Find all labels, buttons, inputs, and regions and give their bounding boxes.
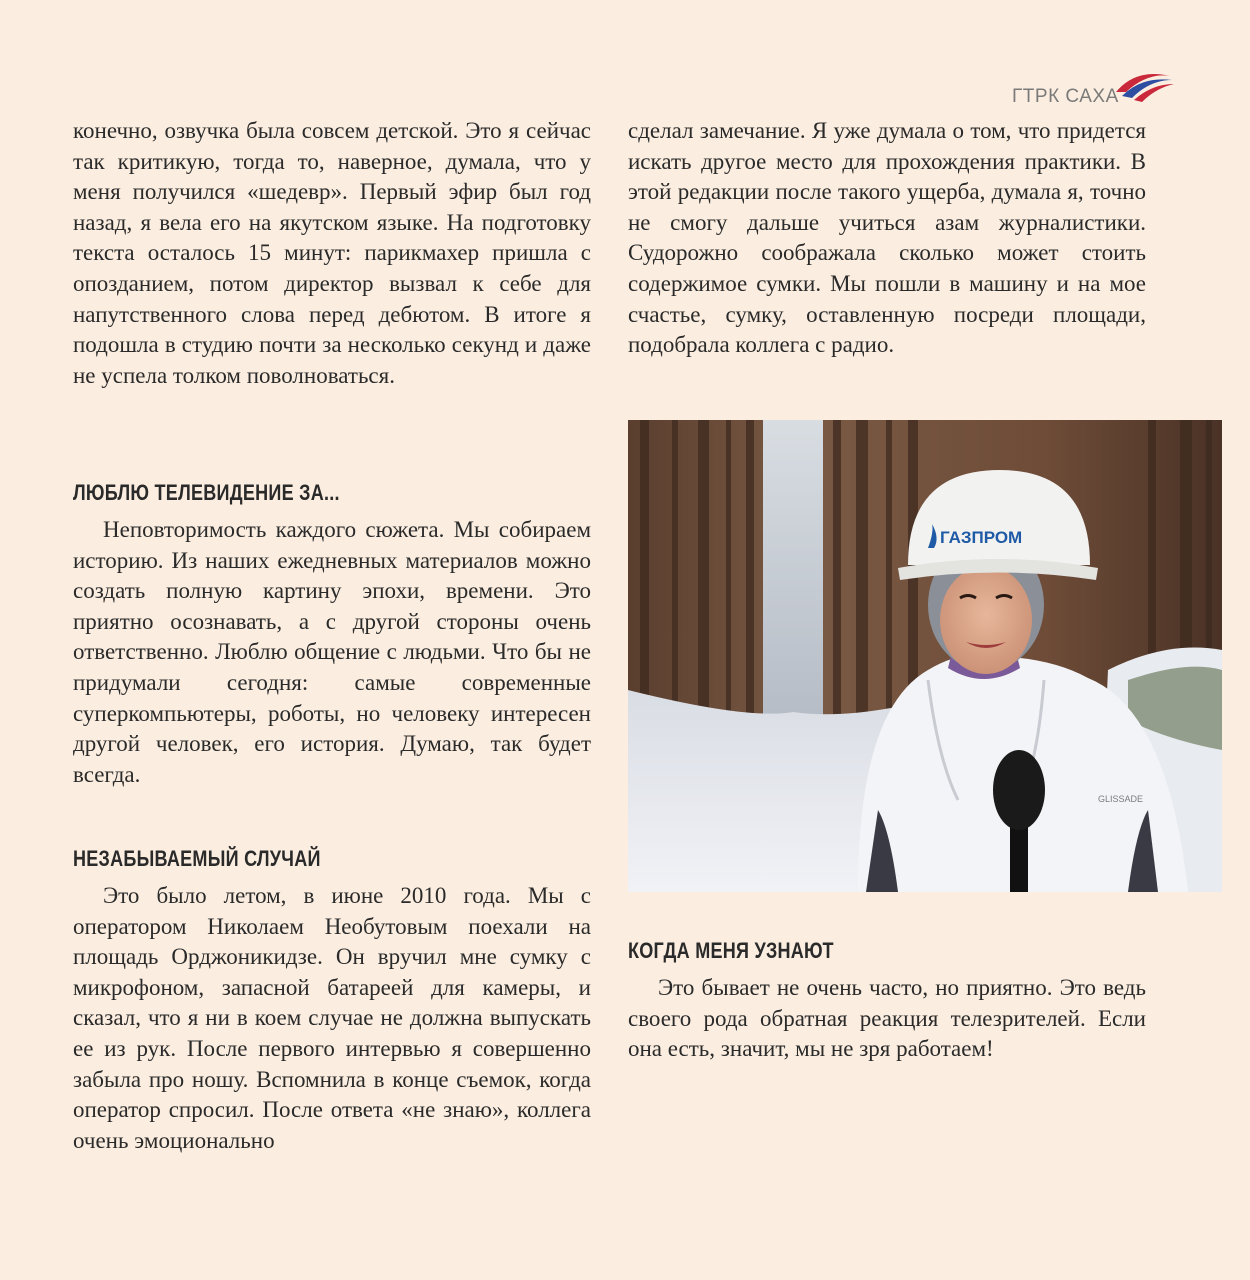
intro-paragraph: конечно, озвучка была совсем детской. Это я сейчас так критикую, тогда то, наверное, думала, что у меня получился «шедевр». Первый эфир был год назад, я вела его на якутском языке. На подготовку текста осталось 15 минут: парикмахер пришла с опозданием, потом директор вызвал к себе для напутственного слова перед дебютом. В итоге я подошла в студию почти за несколько секунд и даже не успела толком поволноваться. — [73, 118, 591, 388]
gtrk-sakha-logo — [1012, 66, 1172, 110]
right-column — [628, 116, 1146, 361]
section-love-tv — [73, 480, 591, 790]
logo-flag-icon — [1112, 66, 1174, 106]
section-text-recognition: Это бывает не очень часто, но приятно. Это ведь своего рода обратная реакция телезрителей. Если она есть, значит, мы не зря работаем! — [628, 975, 1146, 1062]
section-recognition — [628, 938, 1146, 1065]
section-text-love-tv: Неповторимость каждого сюжета. Мы собираем историю. Из наших ежедневных материалов можно создать полную картину эпохи, времени. Это приятно осознавать, а с другой стороны очень ответственно. Люблю общение с людьми. Что бы не придумали сегодня: самые современные суперкомпьютеры, роботы, но человеку интересен другой человек, его история. Думаю, так будет всегда. — [73, 517, 591, 787]
section-heading-recognition: КОГДА МЕНЯ УЗНАЮТ — [628, 938, 834, 963]
left-column — [73, 116, 591, 391]
logo-text: ГТРК САХА — [1012, 86, 1119, 107]
continuation-paragraph: сделал замечание. Я уже думала о том, что придется искать другое место для прохождения практики. В этой редакции после такого ущерба, думала я, точно не смогу дальше учиться азам журналистики. Судорожно соображала сколько может стоить содержимое сумки. Мы пошли в машину и на мое счастье, сумку, оставленную посреди площади, подобрала коллега с радио. — [628, 118, 1146, 358]
section-text-memorable-case: Это было летом, в июне 2010 года. Мы с оператором Николаем Необутовым поехали на площадь Орджоникидзе. Он вручил мне сумку с микрофоном, запасной батареей для камеры, и сказал, что я ни в коем случае не должна выпускать ее из рук. После первого интервью я совершенно забыла про ношу. Вспомнила в конце съемок, когда оператор спросил. После ответа «не знаю», коллега очень эмоционально — [73, 883, 591, 1153]
section-memorable-case — [73, 846, 591, 1156]
section-heading-love-tv: ЛЮБЛЮ ТЕЛЕВИДЕНИЕ ЗА... — [73, 480, 340, 505]
section-heading-memorable-case: НЕЗАБЫВАЕМЫЙ СЛУЧАЙ — [73, 846, 321, 871]
reporter-photo — [628, 420, 1222, 892]
helmet-logo-text: ГАЗПРОМ — [940, 528, 1023, 547]
jacket-brand-text: GLISSADE — [1098, 794, 1144, 804]
